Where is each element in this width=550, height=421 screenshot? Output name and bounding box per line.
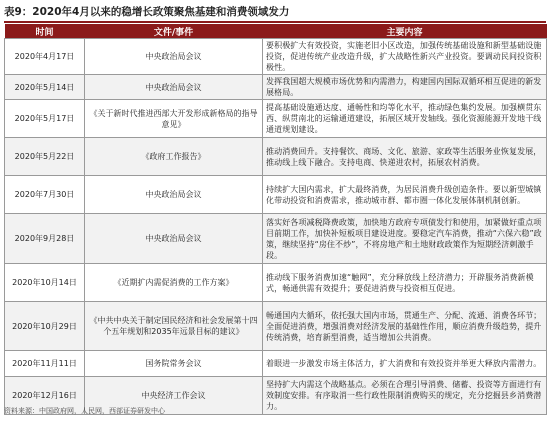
table-row <box>5 75 547 100</box>
table-row <box>5 351 547 377</box>
table-row <box>5 138 547 176</box>
row-document: 《近期扩内需促消费的工作方案》 <box>85 264 263 302</box>
row-time: 2020年12月16日 <box>5 377 85 415</box>
table-row <box>5 176 547 214</box>
row-time: 2020年10月29日 <box>5 302 85 351</box>
row-content: 推动线下服务消费加速“触网”，充分释放线上经济潜力；开辟服务消费新模式，畅通供需有效提升；要促进消费与投资相互促进。 <box>263 264 547 302</box>
row-time: 2020年4月17日 <box>5 39 85 75</box>
row-content: 要积极扩大有效投资，实施老旧小区改造，加强传统基础设施和新型基础设施投资，促进传统产业改造升级，扩大战略性新兴产业投资。要调动民间投资积极性。 <box>263 39 547 75</box>
row-document: 《关于新时代推进西部大开发形成新格局的指导意见》 <box>85 100 263 138</box>
policy-table <box>4 24 547 415</box>
table-header-row <box>5 24 547 39</box>
header-time: 时间 <box>5 24 85 39</box>
row-time: 2020年7月30日 <box>5 176 85 214</box>
table-row <box>5 214 547 264</box>
row-document: 中央政治局会议 <box>85 176 263 214</box>
table-row <box>5 39 547 75</box>
table-row <box>5 100 547 138</box>
row-document: 国务院常务会议 <box>85 351 263 377</box>
row-time: 2020年5月17日 <box>5 100 85 138</box>
row-content: 提高基础设施通达度、通畅性和均等化水平，推动绿色集约发展。加强横贯东西、纵贯南北的运输通道建设，拓展区域开发轴线。强化资源能源开发地干线通道规划建设。 <box>263 100 547 138</box>
table-title: 表9：2020年4月以来的稳增长政策聚焦基建和消费领域发力 <box>4 6 290 18</box>
row-content: 发挥我国超大规模市场优势和内需潜力，构建国内国际双循环相互促进的新发展格局。 <box>263 75 547 100</box>
row-time: 2020年9月28日 <box>5 214 85 264</box>
row-document: 《政府工作报告》 <box>85 138 263 176</box>
row-document: 中央政治局会议 <box>85 214 263 264</box>
row-content: 推动消费回升。支持餐饮、商场、文化、旅游、家政等生活服务业恢复发展，推动线上线下融合。支持电商、快递进农村，拓展农村消费。 <box>263 138 547 176</box>
row-document: 中央经济工作会议 <box>85 377 263 415</box>
row-content: 畅通国内大循环，依托强大国内市场，贯通生产、分配、流通、消费各环节；全面促进消费，增强消费对经济发展的基础性作用，顺应消费升级趋势，提升传统消费，培育新型消费，适当增加公共消费。 <box>263 302 547 351</box>
row-content: 着眼进一步激发市场主体活力，扩大消费和有效投资并举更大释放内需潜力。 <box>263 351 547 377</box>
table-row <box>5 264 547 302</box>
row-document: 中央政治局会议 <box>85 39 263 75</box>
table-row <box>5 302 547 351</box>
row-time: 2020年5月22日 <box>5 138 85 176</box>
title-divider <box>4 21 546 23</box>
row-document: 《中共中央关于制定国民经济和社会发展第十四个五年规划和2035年远景目标的建议》 <box>85 302 263 351</box>
row-time: 2020年10月14日 <box>5 264 85 302</box>
header-document: 文件/事件 <box>85 24 263 39</box>
row-content: 坚持扩大内需这个战略基点。必须在合理引导消费、储蓄、投资等方面进行有效制度安排。有序取消一些行政性限制消费购买的规定，充分挖掘县乡消费潜力。 <box>263 377 547 415</box>
row-time: 2020年5月14日 <box>5 75 85 100</box>
row-content: 持续扩大国内需求，扩大最终消费，为居民消费升级创造条件。要以新型城镇化带动投资和消费需求，推动城市群、都市圈一体化发展体制机制创新。 <box>263 176 547 214</box>
header-content: 主要内容 <box>263 24 547 39</box>
row-document: 中央政治局会议 <box>85 75 263 100</box>
source-note: 资料来源：中国政府网，人民网，西部证券研发中心 <box>4 407 165 415</box>
row-time: 2020年11月11日 <box>5 351 85 377</box>
row-content: 落实好各项减税降费政策，加快地方政府专项债发行和使用，加紧做好重点项目前期工作，加快补短板项目建设进度。要稳定汽车消费，推动“六保六稳”政策，继续坚持“房住不炒”，不将房地产和土地财政政策作为短期经济刺激手段。 <box>263 214 547 264</box>
